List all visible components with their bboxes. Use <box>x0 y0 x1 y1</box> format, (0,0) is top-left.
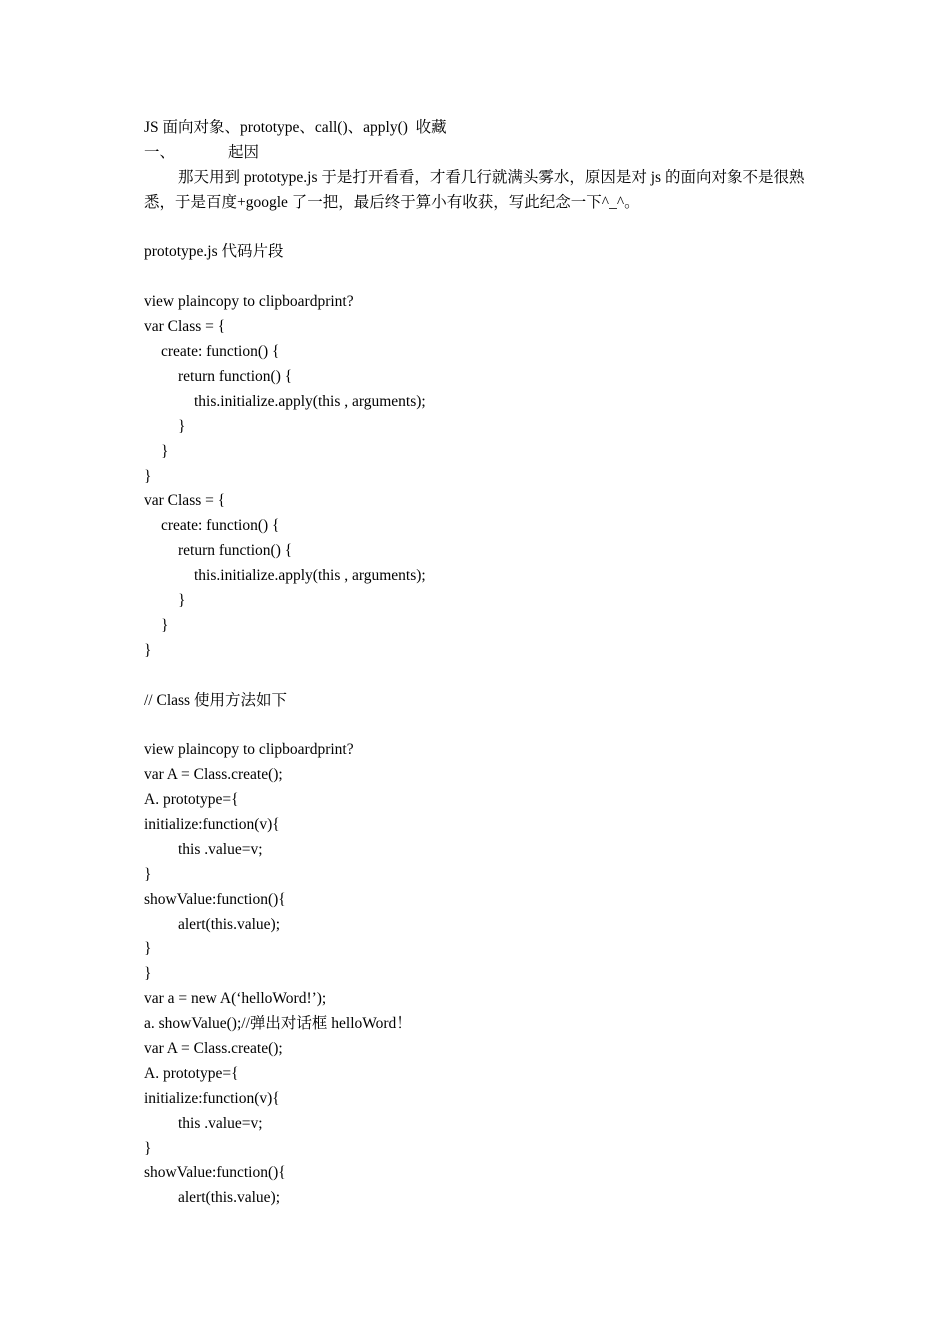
code-block <box>144 315 814 663</box>
code-line: var Class = { <box>144 492 226 510</box>
code-line: alert(this.value); <box>178 1189 280 1207</box>
blank-line <box>144 216 814 241</box>
code-line: A. prototype={ <box>144 791 239 809</box>
blank-line <box>144 713 814 738</box>
intro-paragraph: 那天用到 prototype.js 于是打开看看，才看几行就满头雾水，原因是对 js 的面向对象不是很熟悉，于是百度+google 了一把，最后终于算小有收获，写此纪念一下^_^。 <box>144 168 805 211</box>
code-line: } <box>144 467 152 485</box>
code-line: } <box>144 641 152 659</box>
document-page <box>144 116 814 1211</box>
code-line: showValue:function(){ <box>144 1164 286 1182</box>
code-toolbar-link[interactable]: view plaincopy to clipboardprint? <box>144 293 354 311</box>
code-line: initialize:function(v){ <box>144 815 280 833</box>
code-line: var A = Class.create(); <box>144 766 283 784</box>
code-line: var Class = { <box>144 318 226 336</box>
code-line: return function() { <box>178 367 293 385</box>
code-line: create: function() { <box>161 343 280 361</box>
section-heading <box>144 141 814 166</box>
code-block <box>144 763 814 1211</box>
section-number: 一、 <box>144 143 176 161</box>
blank-line <box>144 664 814 689</box>
section-title: 起因 <box>228 143 260 161</box>
code-line: } <box>178 417 186 435</box>
code-line: var A = Class.create(); <box>144 1039 283 1057</box>
code-line: } <box>144 865 152 883</box>
code-line: initialize:function(v){ <box>144 1089 280 1107</box>
code-line: this .value=v; <box>178 1114 263 1132</box>
code-line: } <box>161 442 169 460</box>
code-line: alert(this.value); <box>178 915 280 933</box>
code-line: return function() { <box>178 542 293 560</box>
blank-line <box>144 265 814 290</box>
snippet-label: prototype.js 代码片段 <box>144 243 284 261</box>
code-toolbar-link[interactable]: view plaincopy to clipboardprint? <box>144 741 354 759</box>
code-line: } <box>144 940 152 958</box>
code-line: create: function() { <box>161 517 280 535</box>
code-line: } <box>144 1139 152 1157</box>
code-line: this.initialize.apply(this , arguments); <box>194 567 426 585</box>
code-line: showValue:function(){ <box>144 890 286 908</box>
code-line: A. prototype={ <box>144 1064 239 1082</box>
code-comment: // Class 使用方法如下 <box>144 691 287 709</box>
code-line: a. showValue();//弹出对话框 helloWord！ <box>144 1015 412 1033</box>
code-line: } <box>161 616 169 634</box>
document-title: JS 面向对象、prototype、call()、apply() 收藏 <box>144 119 447 136</box>
code-line: this.initialize.apply(this , arguments); <box>194 392 426 410</box>
code-line: } <box>178 591 186 609</box>
code-line: this .value=v; <box>178 840 263 858</box>
code-line: var a = new A(‘helloWord!’); <box>144 990 327 1008</box>
code-line: } <box>144 965 152 983</box>
